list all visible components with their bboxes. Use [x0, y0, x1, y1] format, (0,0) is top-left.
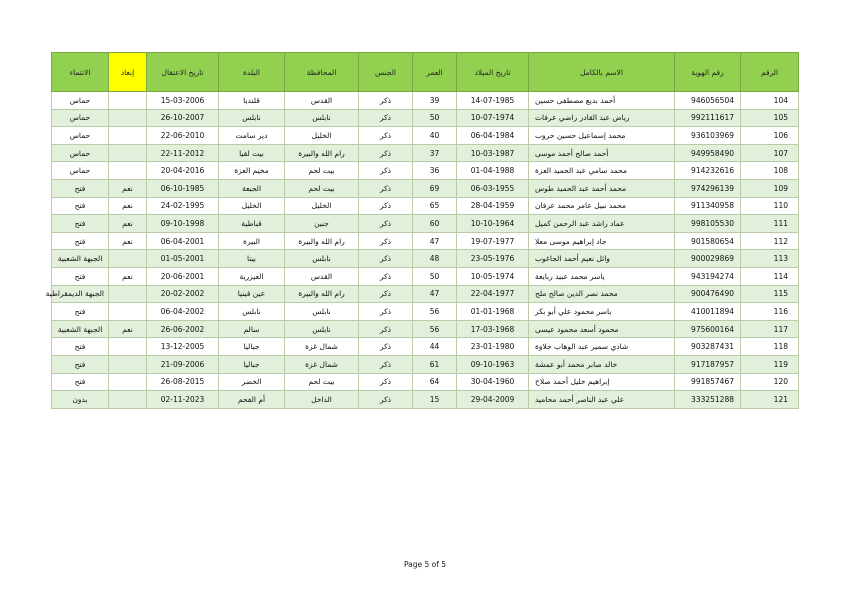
cell-affiliation: فتح [52, 215, 109, 233]
table-row [52, 338, 799, 356]
cell-affiliation: حماس [52, 162, 109, 180]
cell-number: 104 [741, 92, 799, 110]
cell-full-name: محمد أحمد عبد الحميد طوس [529, 179, 675, 197]
cell-governorate: الداخل [285, 391, 359, 409]
cell-deportation [109, 109, 147, 127]
table-row [52, 162, 799, 180]
table-row [52, 109, 799, 127]
cell-governorate: نابلس [285, 109, 359, 127]
cell-deportation: نعم [109, 215, 147, 233]
cell-arrest-date: 06-10-1985 [147, 179, 219, 197]
cell-age: 36 [413, 162, 457, 180]
cell-gender: ذكر [359, 267, 413, 285]
cell-deportation [109, 250, 147, 268]
cell-id-number: 936103969 [675, 127, 741, 145]
cell-age: 48 [413, 250, 457, 268]
cell-affiliation: فتح [52, 373, 109, 391]
cell-gender: ذكر [359, 232, 413, 250]
cell-full-name: شادي سمير عبد الوهاب حلاوة [529, 338, 675, 356]
cell-full-name: وائل نعيم أحمد الجاغوب [529, 250, 675, 268]
cell-governorate: بيت لحم [285, 179, 359, 197]
cell-governorate: نابلس [285, 250, 359, 268]
cell-birth-date: 09-10-1963 [457, 355, 529, 373]
table-row [52, 197, 799, 215]
cell-id-number: 946056504 [675, 92, 741, 110]
table-row [52, 285, 799, 303]
header-gender: الجنس [359, 53, 413, 92]
cell-number: 114 [741, 267, 799, 285]
cell-town: نابلس [219, 303, 285, 321]
cell-gender: ذكر [359, 215, 413, 233]
cell-gender: ذكر [359, 303, 413, 321]
cell-deportation [109, 303, 147, 321]
cell-town: البيرة [219, 232, 285, 250]
cell-governorate: نابلس [285, 303, 359, 321]
cell-arrest-date: 26-08-2015 [147, 373, 219, 391]
cell-governorate: شمال غزة [285, 338, 359, 356]
cell-deportation: نعم [109, 267, 147, 285]
cell-town: العيزرية [219, 267, 285, 285]
cell-gender: ذكر [359, 320, 413, 338]
cell-birth-date: 29-04-2009 [457, 391, 529, 409]
header-arrest-date: تاريخ الاعتقال [147, 53, 219, 92]
cell-governorate: رام الله والبيرة [285, 285, 359, 303]
table-row [52, 373, 799, 391]
cell-birth-date: 10-03-1987 [457, 144, 529, 162]
cell-age: 50 [413, 109, 457, 127]
cell-id-number: 911340958 [675, 197, 741, 215]
cell-id-number: 900476490 [675, 285, 741, 303]
cell-town: عين قينيا [219, 285, 285, 303]
cell-id-number: 333251288 [675, 391, 741, 409]
cell-affiliation: بدون [52, 391, 109, 409]
cell-town: نابلس [219, 109, 285, 127]
table-row [52, 320, 799, 338]
table-row [52, 215, 799, 233]
cell-deportation [109, 92, 147, 110]
cell-age: 50 [413, 267, 457, 285]
cell-number: 112 [741, 232, 799, 250]
cell-birth-date: 01-01-1968 [457, 303, 529, 321]
cell-id-number: 992111617 [675, 109, 741, 127]
cell-deportation [109, 338, 147, 356]
cell-age: 69 [413, 179, 457, 197]
cell-full-name: محمد إسماعيل حسين حروب [529, 127, 675, 145]
cell-arrest-date: 26-06-2002 [147, 320, 219, 338]
cell-number: 117 [741, 320, 799, 338]
cell-number: 121 [741, 391, 799, 409]
cell-arrest-date: 21-09-2006 [147, 355, 219, 373]
cell-affiliation: فتح [52, 267, 109, 285]
cell-birth-date: 17-03-1968 [457, 320, 529, 338]
cell-deportation [109, 127, 147, 145]
cell-id-number: 901580654 [675, 232, 741, 250]
cell-birth-date: 06-03-1955 [457, 179, 529, 197]
cell-number: 118 [741, 338, 799, 356]
cell-affiliation: فتح [52, 197, 109, 215]
cell-id-number: 903287431 [675, 338, 741, 356]
header-age: العمر [413, 53, 457, 92]
cell-arrest-date: 20-04-2016 [147, 162, 219, 180]
cell-full-name: محمد نبيل عامر محمد عرفان [529, 197, 675, 215]
cell-affiliation: فتح [52, 303, 109, 321]
cell-gender: ذكر [359, 391, 413, 409]
table-row [52, 144, 799, 162]
cell-affiliation: الجبهة الشعبية [52, 320, 109, 338]
cell-affiliation: فتح [52, 338, 109, 356]
cell-age: 61 [413, 355, 457, 373]
table-row [52, 355, 799, 373]
cell-arrest-date: 22-11-2012 [147, 144, 219, 162]
cell-id-number: 949958490 [675, 144, 741, 162]
cell-age: 40 [413, 127, 457, 145]
cell-age: 15 [413, 391, 457, 409]
cell-gender: ذكر [359, 109, 413, 127]
cell-affiliation: حماس [52, 144, 109, 162]
cell-age: 56 [413, 303, 457, 321]
cell-affiliation: حماس [52, 127, 109, 145]
cell-governorate: بيت لحم [285, 373, 359, 391]
cell-town: جباليا [219, 355, 285, 373]
cell-gender: ذكر [359, 127, 413, 145]
cell-gender: ذكر [359, 285, 413, 303]
cell-deportation [109, 373, 147, 391]
cell-affiliation: فتح [52, 232, 109, 250]
cell-arrest-date: 01-05-2001 [147, 250, 219, 268]
cell-birth-date: 10-07-1974 [457, 109, 529, 127]
cell-affiliation: فتح [52, 179, 109, 197]
table-header-row [52, 53, 799, 92]
header-birth-date: تاريخ الميلاد [457, 53, 529, 92]
cell-number: 115 [741, 285, 799, 303]
table-row [52, 267, 799, 285]
cell-affiliation: فتح [52, 355, 109, 373]
cell-gender: ذكر [359, 355, 413, 373]
cell-affiliation: الجبهة الشعبية [52, 250, 109, 268]
cell-birth-date: 10-05-1974 [457, 267, 529, 285]
cell-full-name: أحمد صالح أحمد موسى [529, 144, 675, 162]
cell-id-number: 410011894 [675, 303, 741, 321]
cell-governorate: الخليل [285, 197, 359, 215]
cell-age: 47 [413, 232, 457, 250]
cell-town: الخضر [219, 373, 285, 391]
cell-arrest-date: 06-04-2002 [147, 303, 219, 321]
cell-id-number: 974296139 [675, 179, 741, 197]
page-footer [0, 560, 850, 569]
header-deportation: إبعاد [109, 53, 147, 92]
cell-gender: ذكر [359, 338, 413, 356]
cell-gender: ذكر [359, 144, 413, 162]
cell-age: 60 [413, 215, 457, 233]
cell-governorate: القدس [285, 267, 359, 285]
header-town: البلدة [219, 53, 285, 92]
cell-age: 65 [413, 197, 457, 215]
cell-birth-date: 19-07-1977 [457, 232, 529, 250]
cell-age: 44 [413, 338, 457, 356]
cell-full-name: عماد راشد عبد الرحمن كميل [529, 215, 675, 233]
table-row [52, 127, 799, 145]
header-governorate: المحافظة [285, 53, 359, 92]
cell-full-name: أحمد بديع مصطفى حسين [529, 92, 675, 110]
cell-number: 110 [741, 197, 799, 215]
table-row [52, 303, 799, 321]
cell-town: قلنديا [219, 92, 285, 110]
cell-deportation [109, 144, 147, 162]
cell-deportation: نعم [109, 197, 147, 215]
cell-deportation [109, 162, 147, 180]
cell-birth-date: 23-05-1976 [457, 250, 529, 268]
cell-full-name: ياسر محمود علي أبو بكر [529, 303, 675, 321]
cell-arrest-date: 22-06-2010 [147, 127, 219, 145]
cell-town: قباطية [219, 215, 285, 233]
cell-number: 105 [741, 109, 799, 127]
cell-deportation [109, 355, 147, 373]
cell-arrest-date: 20-06-2001 [147, 267, 219, 285]
cell-affiliation: الجبهة الديمقراطية [52, 285, 109, 303]
cell-town: سالم [219, 320, 285, 338]
table-row [52, 179, 799, 197]
cell-town: بيتا [219, 250, 285, 268]
cell-number: 106 [741, 127, 799, 145]
header-affiliation: الانتماء [52, 53, 109, 92]
cell-id-number: 975600164 [675, 320, 741, 338]
cell-town: مخيم العزة [219, 162, 285, 180]
cell-deportation: نعم [109, 320, 147, 338]
cell-number: 109 [741, 179, 799, 197]
cell-id-number: 943194274 [675, 267, 741, 285]
cell-governorate: نابلس [285, 320, 359, 338]
cell-governorate: الخليل [285, 127, 359, 145]
cell-id-number: 917187957 [675, 355, 741, 373]
cell-affiliation: حماس [52, 109, 109, 127]
cell-gender: ذكر [359, 162, 413, 180]
cell-gender: ذكر [359, 250, 413, 268]
cell-number: 111 [741, 215, 799, 233]
cell-arrest-date: 06-04-2001 [147, 232, 219, 250]
cell-birth-date: 10-10-1964 [457, 215, 529, 233]
cell-full-name: خالد صابر محمد أبو عمشة [529, 355, 675, 373]
cell-deportation: نعم [109, 232, 147, 250]
cell-gender: ذكر [359, 92, 413, 110]
table-row [52, 391, 799, 409]
cell-number: 116 [741, 303, 799, 321]
cell-full-name: ياسر محمد عبيد ربايعة [529, 267, 675, 285]
cell-birth-date: 01-04-1988 [457, 162, 529, 180]
cell-birth-date: 30-04-1960 [457, 373, 529, 391]
cell-governorate: القدس [285, 92, 359, 110]
cell-deportation [109, 391, 147, 409]
cell-gender: ذكر [359, 373, 413, 391]
cell-id-number: 900029869 [675, 250, 741, 268]
header-number: الرقم [741, 53, 799, 92]
page-number: Page 5 of 5 [403, 560, 447, 569]
cell-town: الخليل [219, 197, 285, 215]
cell-governorate: شمال غزة [285, 355, 359, 373]
cell-number: 119 [741, 355, 799, 373]
cell-full-name: علي عبد الناصر أحمد محاميد [529, 391, 675, 409]
cell-governorate: رام الله والبيرة [285, 232, 359, 250]
cell-age: 47 [413, 285, 457, 303]
header-id-number: رقم الهوية [675, 53, 741, 92]
cell-arrest-date: 26-10-2007 [147, 109, 219, 127]
cell-arrest-date: 20-02-2002 [147, 285, 219, 303]
cell-arrest-date: 02-11-2023 [147, 391, 219, 409]
cell-number: 107 [741, 144, 799, 162]
cell-town: دير سامت [219, 127, 285, 145]
cell-id-number: 914232616 [675, 162, 741, 180]
cell-arrest-date: 24-02-1995 [147, 197, 219, 215]
cell-id-number: 991857467 [675, 373, 741, 391]
cell-governorate: جنين [285, 215, 359, 233]
table-row [52, 250, 799, 268]
cell-full-name: رياض عبد القادر راضي عرفات [529, 109, 675, 127]
cell-gender: ذكر [359, 179, 413, 197]
cell-full-name: محمد سامي عبد الحميد العزة [529, 162, 675, 180]
cell-governorate: بيت لحم [285, 162, 359, 180]
cell-age: 64 [413, 373, 457, 391]
prisoners-table [45, 52, 799, 409]
cell-full-name: إبراهيم خليل أحمد صلاح [529, 373, 675, 391]
cell-birth-date: 23-01-1980 [457, 338, 529, 356]
cell-full-name: محمد نصر الدين صالح ملح [529, 285, 675, 303]
cell-number: 120 [741, 373, 799, 391]
cell-full-name: جاد إبراهيم موسى معلا [529, 232, 675, 250]
cell-town: الجبعة [219, 179, 285, 197]
cell-age: 39 [413, 92, 457, 110]
table-row [52, 92, 799, 110]
cell-birth-date: 14-07-1985 [457, 92, 529, 110]
cell-birth-date: 22-04-1977 [457, 285, 529, 303]
prisoners-table-container [45, 52, 798, 409]
cell-number: 108 [741, 162, 799, 180]
cell-age: 56 [413, 320, 457, 338]
cell-arrest-date: 15-03-2006 [147, 92, 219, 110]
cell-age: 37 [413, 144, 457, 162]
header-full-name: الاسم بالكامل [529, 53, 675, 92]
cell-town: بيت لقيا [219, 144, 285, 162]
cell-affiliation: حماس [52, 92, 109, 110]
cell-town: أم الفحم [219, 391, 285, 409]
cell-full-name: محمود أسعد محمود عيسى [529, 320, 675, 338]
cell-birth-date: 28-04-1959 [457, 197, 529, 215]
cell-governorate: رام الله والبيرة [285, 144, 359, 162]
cell-arrest-date: 13-12-2005 [147, 338, 219, 356]
cell-deportation: نعم [109, 179, 147, 197]
cell-birth-date: 06-04-1984 [457, 127, 529, 145]
table-row [52, 232, 799, 250]
cell-town: جباليا [219, 338, 285, 356]
cell-gender: ذكر [359, 197, 413, 215]
cell-arrest-date: 09-10-1998 [147, 215, 219, 233]
cell-deportation [109, 285, 147, 303]
table-body [45, 92, 799, 409]
cell-number: 113 [741, 250, 799, 268]
cell-id-number: 998105530 [675, 215, 741, 233]
